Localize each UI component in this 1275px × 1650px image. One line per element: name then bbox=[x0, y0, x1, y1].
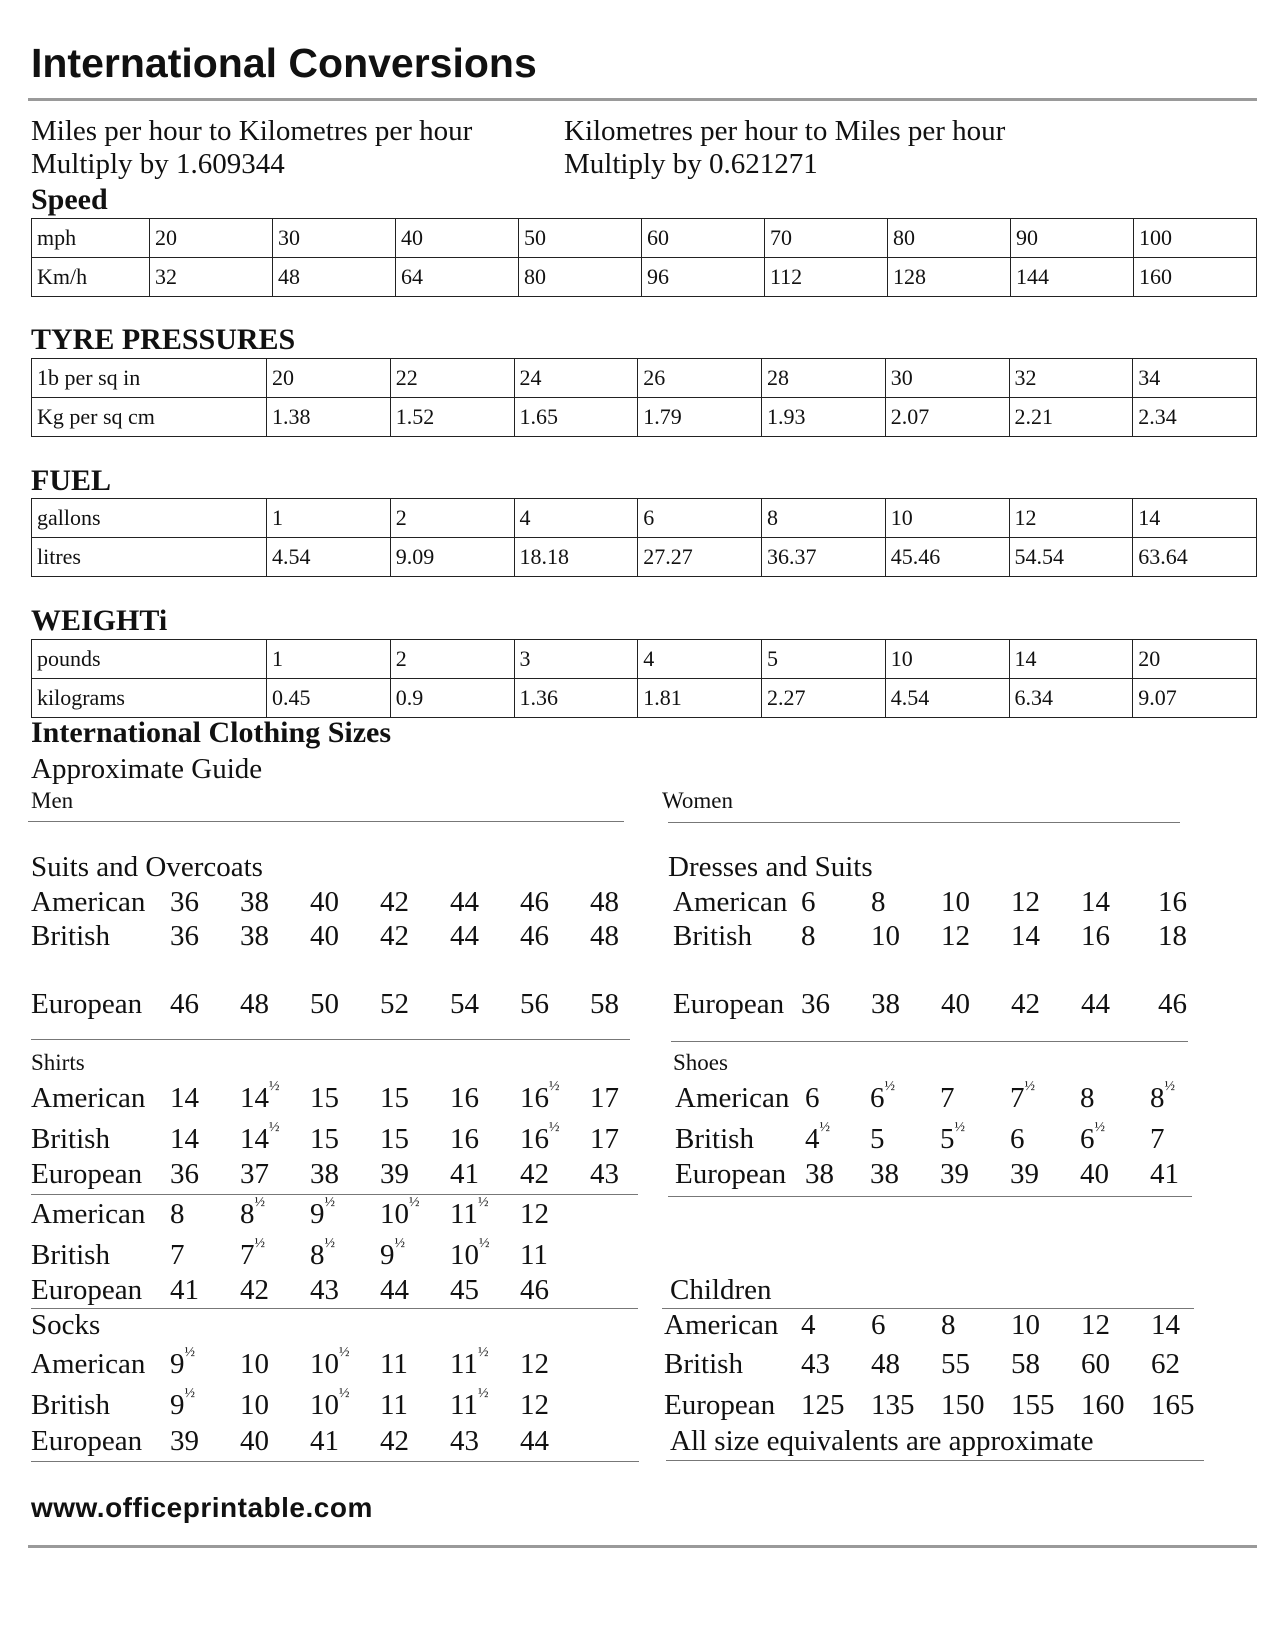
suits-size-value: 46 bbox=[520, 920, 549, 952]
children-row-label: British bbox=[664, 1348, 743, 1380]
speed-note-right-1: Kilometres per hour to Miles per hour bbox=[564, 115, 1006, 147]
children-size-value: 125 bbox=[801, 1389, 845, 1421]
tyre-cell: 1.79 bbox=[638, 398, 762, 437]
shirts-size-value: 17 bbox=[590, 1123, 619, 1155]
children-size-value: 10 bbox=[1011, 1309, 1040, 1341]
fuel-cell: 12 bbox=[1009, 499, 1133, 538]
socks-row-label: European bbox=[31, 1425, 143, 1457]
children-size-value: 62 bbox=[1151, 1348, 1180, 1380]
dresses-divider bbox=[671, 1041, 1188, 1042]
shirts-size-value: 39 bbox=[380, 1158, 409, 1190]
tyre-cell: 2.07 bbox=[885, 398, 1009, 437]
clothing-heading: International Clothing Sizes bbox=[31, 716, 392, 749]
men-shoes-size-value: $7^{\frac{1}{2}}$ bbox=[240, 1236, 265, 1271]
dresses-size-value: 12 bbox=[941, 920, 970, 952]
shoes-divider bbox=[668, 1196, 1192, 1197]
suits-size-value: 36 bbox=[170, 920, 199, 952]
socks-size-value: 44 bbox=[520, 1425, 549, 1457]
fuel-cell: 9.09 bbox=[390, 538, 514, 577]
children-size-value: 12 bbox=[1081, 1309, 1110, 1341]
children-size-value: 165 bbox=[1151, 1389, 1195, 1421]
men-shoes-size-value: 7 bbox=[170, 1239, 185, 1271]
socks-size-value: 42 bbox=[380, 1425, 409, 1457]
dresses-size-value: 16 bbox=[1158, 886, 1187, 918]
fuel-cell: 27.27 bbox=[638, 538, 762, 577]
weight-row bbox=[32, 640, 1257, 679]
weight-row-label: kilograms bbox=[32, 679, 267, 718]
shoes-row-label: American bbox=[675, 1082, 790, 1114]
shoes-size-value: 41 bbox=[1150, 1158, 1179, 1190]
shirts-size-value: 15 bbox=[380, 1123, 409, 1155]
speed-cell: 30 bbox=[273, 219, 396, 258]
socks-size-value: $9^{\frac{1}{2}}$ bbox=[170, 1345, 195, 1380]
socks-size-value: 12 bbox=[520, 1348, 549, 1380]
shirts-size-value: $14^{\frac{1}{2}}$ bbox=[240, 1079, 280, 1114]
socks-size-value: 11 bbox=[380, 1389, 408, 1421]
shoes-size-value: 6 bbox=[1010, 1123, 1025, 1155]
socks-size-value: 11 bbox=[380, 1348, 408, 1380]
dresses-row-label: European bbox=[673, 988, 785, 1020]
shirts-row-label: European bbox=[31, 1158, 143, 1190]
suits-size-value: 46 bbox=[170, 988, 199, 1020]
speed-note-right-2: Multiply by 0.621271 bbox=[564, 148, 818, 180]
men-shoes-size-value: 8 bbox=[170, 1198, 185, 1230]
children-size-value: 4 bbox=[801, 1309, 816, 1341]
shirts-size-value: 41 bbox=[450, 1158, 479, 1190]
shoes-size-value: 38 bbox=[870, 1158, 899, 1190]
men-shoes-size-value: 12 bbox=[520, 1198, 549, 1230]
shoes-row-label: British bbox=[675, 1123, 754, 1155]
children-bottom-divider bbox=[666, 1460, 1204, 1461]
title-divider bbox=[28, 98, 1257, 101]
children-note: All size equivalents are approximate bbox=[670, 1425, 1094, 1457]
women-divider bbox=[668, 822, 1180, 823]
suits-size-value: 38 bbox=[240, 886, 269, 918]
socks-size-value: $10^{\frac{1}{2}}$ bbox=[310, 1386, 350, 1421]
footer-url[interactable]: www.officeprintable.com bbox=[31, 1492, 373, 1523]
suits-size-value: 42 bbox=[380, 920, 409, 952]
dresses-row-label: British bbox=[673, 920, 752, 952]
socks-size-value: 10 bbox=[240, 1389, 269, 1421]
fuel-cell: 14 bbox=[1133, 499, 1257, 538]
weight-cell: 14 bbox=[1009, 640, 1133, 679]
suits-heading: Suits and Overcoats bbox=[31, 851, 263, 883]
shirts-size-value: 43 bbox=[590, 1158, 619, 1190]
suits-size-value: 40 bbox=[310, 920, 339, 952]
speed-cell: 80 bbox=[519, 258, 642, 297]
shoes-size-value: $6^{\frac{1}{2}}$ bbox=[870, 1079, 895, 1114]
shirts-size-value: 14 bbox=[170, 1082, 199, 1114]
socks-size-value: $11^{\frac{1}{2}}$ bbox=[450, 1386, 489, 1421]
weight-cell: 3 bbox=[514, 640, 638, 679]
fuel-cell: 45.46 bbox=[885, 538, 1009, 577]
dresses-size-value: 8 bbox=[801, 920, 816, 952]
speed-row bbox=[32, 219, 1257, 258]
socks-size-value: 40 bbox=[240, 1425, 269, 1457]
men-shoes-size-value: $10^{\frac{1}{2}}$ bbox=[450, 1236, 490, 1271]
tyre-cell: 2.34 bbox=[1133, 398, 1257, 437]
children-size-value: 48 bbox=[871, 1348, 900, 1380]
men-shoes-divider bbox=[31, 1308, 638, 1309]
suits-size-value: 58 bbox=[590, 988, 619, 1020]
dresses-size-value: 14 bbox=[1081, 886, 1110, 918]
shoes-size-value: $5^{\frac{1}{2}}$ bbox=[940, 1120, 965, 1155]
dresses-size-value: 8 bbox=[871, 886, 886, 918]
dresses-size-value: 6 bbox=[801, 886, 816, 918]
speed-row-label: Km/h bbox=[32, 258, 150, 297]
suits-row-label: American bbox=[31, 886, 146, 918]
men-shoes-size-value: 11 bbox=[520, 1239, 548, 1271]
dresses-size-value: 10 bbox=[871, 920, 900, 952]
tyre-cell: 30 bbox=[885, 359, 1009, 398]
weight-cell: 6.34 bbox=[1009, 679, 1133, 718]
fuel-cell: 36.37 bbox=[762, 538, 886, 577]
weight-cell: 9.07 bbox=[1133, 679, 1257, 718]
tyre-cell: 1.65 bbox=[514, 398, 638, 437]
socks-size-value: 10 bbox=[240, 1348, 269, 1380]
children-size-value: 55 bbox=[941, 1348, 970, 1380]
men-shoes-size-value: $9^{\frac{1}{2}}$ bbox=[310, 1195, 335, 1230]
children-row-label: American bbox=[664, 1309, 779, 1341]
shirts-row-label: American bbox=[31, 1082, 146, 1114]
children-size-value: 14 bbox=[1151, 1309, 1180, 1341]
tyre-cell: 1.93 bbox=[762, 398, 886, 437]
children-size-value: 160 bbox=[1081, 1389, 1125, 1421]
socks-heading: Socks bbox=[31, 1309, 101, 1341]
shirts-size-value: 16 bbox=[450, 1123, 479, 1155]
weight-heading: WEIGHTi bbox=[31, 604, 168, 637]
tyre-row bbox=[32, 398, 1257, 437]
men-label: Men bbox=[31, 788, 74, 813]
dresses-size-value: 46 bbox=[1158, 988, 1187, 1020]
children-size-value: 150 bbox=[941, 1389, 985, 1421]
men-divider bbox=[28, 821, 624, 822]
suits-size-value: 48 bbox=[240, 988, 269, 1020]
shirts-size-value: 38 bbox=[310, 1158, 339, 1190]
men-shoes-row-label: British bbox=[31, 1239, 110, 1271]
weight-cell: 1 bbox=[267, 640, 391, 679]
shoes-size-value: 40 bbox=[1080, 1158, 1109, 1190]
suits-size-value: 48 bbox=[590, 886, 619, 918]
fuel-cell: 8 bbox=[762, 499, 886, 538]
weight-cell: 2 bbox=[390, 640, 514, 679]
weight-cell: 2.27 bbox=[762, 679, 886, 718]
fuel-row-label: litres bbox=[32, 538, 267, 577]
men-shoes-size-value: 44 bbox=[380, 1274, 409, 1306]
suits-size-value: 36 bbox=[170, 886, 199, 918]
children-size-value: 135 bbox=[871, 1389, 915, 1421]
dresses-size-value: 16 bbox=[1081, 920, 1110, 952]
children-row-label: European bbox=[664, 1389, 776, 1421]
men-shoes-size-value: 46 bbox=[520, 1274, 549, 1306]
weight-cell: 20 bbox=[1133, 640, 1257, 679]
fuel-cell: 6 bbox=[638, 499, 762, 538]
weight-cell: 5 bbox=[762, 640, 886, 679]
suits-size-value: 50 bbox=[310, 988, 339, 1020]
shirts-size-value: 37 bbox=[240, 1158, 269, 1190]
dresses-size-value: 10 bbox=[941, 886, 970, 918]
tyre-cell: 22 bbox=[390, 359, 514, 398]
shoes-heading: Shoes bbox=[673, 1050, 728, 1075]
men-shoes-size-value: 43 bbox=[310, 1274, 339, 1306]
weight-cell: 1.36 bbox=[514, 679, 638, 718]
tyre-row bbox=[32, 359, 1257, 398]
weight-table bbox=[31, 639, 1257, 718]
suits-size-value: 44 bbox=[450, 920, 479, 952]
speed-heading: Speed bbox=[31, 183, 108, 216]
tyre-cell: 20 bbox=[267, 359, 391, 398]
men-shoes-size-value: $8^{\frac{1}{2}}$ bbox=[240, 1195, 265, 1230]
speed-cell: 90 bbox=[1011, 219, 1134, 258]
shirts-size-value: 36 bbox=[170, 1158, 199, 1190]
suits-divider bbox=[31, 1039, 630, 1040]
men-shoes-size-value: 42 bbox=[240, 1274, 269, 1306]
speed-cell: 160 bbox=[1134, 258, 1257, 297]
suits-size-value: 46 bbox=[520, 886, 549, 918]
socks-divider bbox=[31, 1461, 639, 1462]
fuel-row bbox=[32, 499, 1257, 538]
men-shoes-size-value: $9^{\frac{1}{2}}$ bbox=[380, 1236, 405, 1271]
children-size-value: 8 bbox=[941, 1309, 956, 1341]
dresses-size-value: 42 bbox=[1011, 988, 1040, 1020]
dresses-size-value: 14 bbox=[1011, 920, 1040, 952]
speed-cell: 96 bbox=[642, 258, 765, 297]
socks-size-value: $9^{\frac{1}{2}}$ bbox=[170, 1386, 195, 1421]
dresses-size-value: 40 bbox=[941, 988, 970, 1020]
speed-cell: 112 bbox=[765, 258, 888, 297]
suits-size-value: 40 bbox=[310, 886, 339, 918]
weight-cell: 10 bbox=[885, 640, 1009, 679]
fuel-cell: 4.54 bbox=[267, 538, 391, 577]
speed-cell: 48 bbox=[273, 258, 396, 297]
dresses-size-value: 12 bbox=[1011, 886, 1040, 918]
children-size-value: 155 bbox=[1011, 1389, 1055, 1421]
dresses-size-value: 18 bbox=[1158, 920, 1187, 952]
men-shoes-row-label: European bbox=[31, 1274, 143, 1306]
suits-size-value: 44 bbox=[450, 886, 479, 918]
men-shoes-size-value: $8^{\frac{1}{2}}$ bbox=[310, 1236, 335, 1271]
tyre-cell: 2.21 bbox=[1009, 398, 1133, 437]
women-label: Women bbox=[662, 788, 733, 813]
footer-divider bbox=[28, 1545, 1257, 1548]
socks-row-label: British bbox=[31, 1389, 110, 1421]
children-size-value: 43 bbox=[801, 1348, 830, 1380]
speed-cell: 80 bbox=[888, 219, 1011, 258]
speed-cell: 70 bbox=[765, 219, 888, 258]
speed-cell: 40 bbox=[396, 219, 519, 258]
tyre-cell: 1.38 bbox=[267, 398, 391, 437]
weight-row bbox=[32, 679, 1257, 718]
shoes-size-value: $7^{\frac{1}{2}}$ bbox=[1010, 1079, 1035, 1114]
shoes-row-label: European bbox=[675, 1158, 787, 1190]
fuel-cell: 54.54 bbox=[1009, 538, 1133, 577]
suits-size-value: 52 bbox=[380, 988, 409, 1020]
suits-row-label: British bbox=[31, 920, 110, 952]
tyre-table bbox=[31, 358, 1257, 437]
fuel-cell: 4 bbox=[514, 499, 638, 538]
tyre-cell: 34 bbox=[1133, 359, 1257, 398]
speed-note-left-2: Multiply by 1.609344 bbox=[31, 148, 285, 180]
speed-cell: 20 bbox=[150, 219, 273, 258]
suits-size-value: 38 bbox=[240, 920, 269, 952]
children-size-value: 60 bbox=[1081, 1348, 1110, 1380]
speed-note-left-1: Miles per hour to Kilometres per hour bbox=[31, 115, 473, 147]
suits-size-value: 56 bbox=[520, 988, 549, 1020]
weight-cell: 4 bbox=[638, 640, 762, 679]
tyre-cell: 24 bbox=[514, 359, 638, 398]
tyre-heading: TYRE PRESSURES bbox=[31, 323, 296, 356]
speed-row bbox=[32, 258, 1257, 297]
suits-size-value: 54 bbox=[450, 988, 479, 1020]
fuel-heading: FUEL bbox=[31, 464, 112, 497]
men-shoes-size-value: 45 bbox=[450, 1274, 479, 1306]
shoes-size-value: 6 bbox=[805, 1082, 820, 1114]
shoes-size-value: 38 bbox=[805, 1158, 834, 1190]
shoes-size-value: 7 bbox=[940, 1082, 955, 1114]
shoes-size-value: $4^{\frac{1}{2}}$ bbox=[805, 1120, 830, 1155]
suits-row-label: European bbox=[31, 988, 143, 1020]
weight-cell: 0.9 bbox=[390, 679, 514, 718]
speed-cell: 64 bbox=[396, 258, 519, 297]
shirts-size-value: 15 bbox=[380, 1082, 409, 1114]
speed-row-label: mph bbox=[32, 219, 150, 258]
shirts-size-value: $16^{\frac{1}{2}}$ bbox=[520, 1120, 560, 1155]
dresses-row-label: American bbox=[673, 886, 788, 918]
fuel-cell: 18.18 bbox=[514, 538, 638, 577]
shirts-size-value: 15 bbox=[310, 1123, 339, 1155]
fuel-row bbox=[32, 538, 1257, 577]
fuel-cell: 1 bbox=[267, 499, 391, 538]
shirts-size-value: 17 bbox=[590, 1082, 619, 1114]
socks-size-value: 43 bbox=[450, 1425, 479, 1457]
shoes-size-value: 39 bbox=[940, 1158, 969, 1190]
shoes-size-value: 7 bbox=[1150, 1123, 1165, 1155]
shirts-size-value: 14 bbox=[170, 1123, 199, 1155]
tyre-cell: 26 bbox=[638, 359, 762, 398]
page-title: International Conversions bbox=[31, 40, 537, 86]
dresses-heading: Dresses and Suits bbox=[668, 851, 873, 883]
children-heading: Children bbox=[670, 1274, 772, 1306]
speed-cell: 144 bbox=[1011, 258, 1134, 297]
socks-row-label: American bbox=[31, 1348, 146, 1380]
fuel-cell: 63.64 bbox=[1133, 538, 1257, 577]
shoes-size-value: 39 bbox=[1010, 1158, 1039, 1190]
socks-size-value: 41 bbox=[310, 1425, 339, 1457]
weight-cell: 4.54 bbox=[885, 679, 1009, 718]
tyre-row-label: Kg per sq cm bbox=[32, 398, 267, 437]
shoes-size-value: $6^{\frac{1}{2}}$ bbox=[1080, 1120, 1105, 1155]
speed-cell: 100 bbox=[1134, 219, 1257, 258]
socks-size-value: 39 bbox=[170, 1425, 199, 1457]
fuel-cell: 10 bbox=[885, 499, 1009, 538]
tyre-row-label: 1b per sq in bbox=[32, 359, 267, 398]
socks-size-value: 12 bbox=[520, 1389, 549, 1421]
speed-cell: 50 bbox=[519, 219, 642, 258]
speed-cell: 60 bbox=[642, 219, 765, 258]
dresses-size-value: 44 bbox=[1081, 988, 1110, 1020]
fuel-table bbox=[31, 498, 1257, 577]
suits-size-value: 42 bbox=[380, 886, 409, 918]
shirts-size-value: 15 bbox=[310, 1082, 339, 1114]
speed-cell: 128 bbox=[888, 258, 1011, 297]
men-shoes-size-value: $11^{\frac{1}{2}}$ bbox=[450, 1195, 489, 1230]
men-shoes-size-value: 41 bbox=[170, 1274, 199, 1306]
shirts-size-value: $16^{\frac{1}{2}}$ bbox=[520, 1079, 560, 1114]
dresses-size-value: 38 bbox=[871, 988, 900, 1020]
tyre-cell: 32 bbox=[1009, 359, 1133, 398]
dresses-size-value: 36 bbox=[801, 988, 830, 1020]
men-shoes-size-value: $10^{\frac{1}{2}}$ bbox=[380, 1195, 420, 1230]
clothing-subheading: Approximate Guide bbox=[31, 753, 263, 785]
fuel-cell: 2 bbox=[390, 499, 514, 538]
shoes-size-value: 5 bbox=[870, 1123, 885, 1155]
fuel-row-label: gallons bbox=[32, 499, 267, 538]
shoes-size-value: $8^{\frac{1}{2}}$ bbox=[1150, 1079, 1175, 1114]
socks-size-value: $10^{\frac{1}{2}}$ bbox=[310, 1345, 350, 1380]
socks-size-value: $11^{\frac{1}{2}}$ bbox=[450, 1345, 489, 1380]
speed-cell: 32 bbox=[150, 258, 273, 297]
speed-table bbox=[31, 218, 1257, 297]
shirts-size-value: 42 bbox=[520, 1158, 549, 1190]
shirts-size-value: $14^{\frac{1}{2}}$ bbox=[240, 1120, 280, 1155]
shirts-row-label: British bbox=[31, 1123, 110, 1155]
weight-row-label: pounds bbox=[32, 640, 267, 679]
weight-cell: 0.45 bbox=[267, 679, 391, 718]
weight-cell: 1.81 bbox=[638, 679, 762, 718]
tyre-cell: 28 bbox=[762, 359, 886, 398]
children-size-value: 6 bbox=[871, 1309, 886, 1341]
shirts-size-value: 16 bbox=[450, 1082, 479, 1114]
children-size-value: 58 bbox=[1011, 1348, 1040, 1380]
shirts-heading: Shirts bbox=[31, 1050, 85, 1075]
suits-size-value: 48 bbox=[590, 920, 619, 952]
tyre-cell: 1.52 bbox=[390, 398, 514, 437]
men-shoes-row-label: American bbox=[31, 1198, 146, 1230]
shoes-size-value: 8 bbox=[1080, 1082, 1095, 1114]
